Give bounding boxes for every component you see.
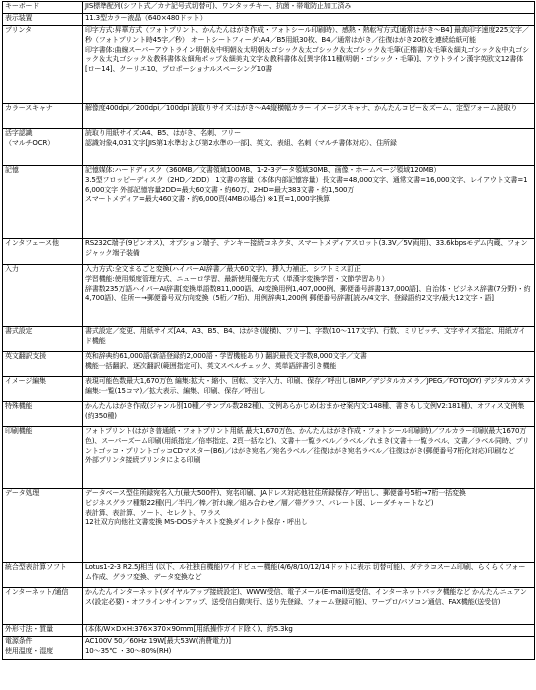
spec-value: フォトプリント(はがき普通紙・フォトプリント用紙 最大1,670万色、かんたんはがき作成・フォトシール印刷時)／フルカラー印刷(最大1670万色)、スーパーズーム印刷(用紙指定／倍率指定、2頁一括など)、文書＋一覧ラベル／ラベル／れまき(文書＋一覧ラベル、文書／ラベル同時、プリントゴッコ・プリントゴッコCDマスター(B6)／はがき宛名／宛名ラベル／往復はがき宛名ラベル／往復はがき(郵便番号7桁化対応)印刷など 外部プリンタ接続プリンタによる印刷 bbox=[83, 427, 535, 489]
spec-row bbox=[3, 265, 535, 327]
spec-table bbox=[2, 1, 535, 660]
spec-row bbox=[3, 327, 535, 352]
spec-value: データベース型住所録宛名入力(最大500件)、宛名印刷、JAドレス対応他社住所録保存／呼出し、郵便番号5桁→7桁一括変換 ビジネスグラフ種類22種(円／半円／棒／折れ線／組み合わせ／層／帯グラフ、パレート図、レーダチャートなど) 表計算、表計算、ソート、セレクト、ワラス 12社双方向他社文書変換 MS-DOSテキスト変換ダイレクト保存・呼出し bbox=[83, 489, 535, 563]
spec-label: インタフェース他 bbox=[3, 239, 83, 265]
spec-row bbox=[3, 402, 535, 427]
spec-value: Lotus1-2-3 R2.5J相当 (以下、ル社独自機能)ワイドビュー機能(4/6/8/10/12/14ドットに表示 切替可能)、ダテラコスーム印刷、らくらくフォーム作成、グラフ変換、データ変換など bbox=[83, 563, 535, 588]
spec-label: 印刷機能 bbox=[3, 427, 83, 489]
spec-row bbox=[3, 26, 535, 104]
spec-label: キーボード bbox=[3, 2, 83, 14]
spec-row bbox=[3, 427, 535, 489]
spec-label: カラースキャナ bbox=[3, 104, 83, 129]
spec-row bbox=[3, 563, 535, 588]
spec-value: 解像度400dpi／200dpi／100dpi 読取りサイズ:はがき〜A4縦横幅カラー イメージスキャナ、かんたんコピー＆ズーム、定型フォーム読取り bbox=[83, 104, 535, 129]
spec-row bbox=[3, 129, 535, 166]
spec-label: 特殊機能 bbox=[3, 402, 83, 427]
spec-label: 外形寸法・質量 bbox=[3, 625, 83, 637]
spec-row bbox=[3, 489, 535, 563]
spec-label: イメージ編集 bbox=[3, 377, 83, 402]
spec-value: JIS標準配列(シフト式／カナ記号式切替可)、ワンタッチキー、抗菌・帯電防止加工済み bbox=[83, 2, 535, 14]
spec-value: かんたんインターネット(ダイヤルアップ接続設定)、WWW受信、電子メール(E-mail)送受信、インターネットパック機能など かんたんニュアンス(設定必要)・オフラインサインアップ、送受信自動実行、送り先登録、フォーム登録可能)、ワープロ/パソコン通信、FAX機能(送受信) bbox=[83, 588, 535, 625]
spec-label: 電源条件 使用温度・湿度 bbox=[3, 637, 83, 660]
spec-value: かんたんはがき作成(ジャンル別10種／サンプル数282種)、文例あらかじめ(おまかせ案内文:148種、書きもし文例V2:181種)、オフィス文例集(約350種) bbox=[83, 402, 535, 427]
spec-row bbox=[3, 588, 535, 625]
spec-row bbox=[3, 625, 535, 637]
spec-value: 表現可能色数最大1,670万色 編集:拡大・縮小、回転、文字入力、印刷、保存／呼出し(BMP／デジタルカメラ／JPEG／FOTOJOY) デジタルカメラ編集:一覧(15コマ)／拡大表示、編集、印刷、保存／呼出し bbox=[83, 377, 535, 402]
spec-row bbox=[3, 377, 535, 402]
spec-value: RS232C端子(9ピンオス)、オプション端子、テンキー接続コネクタ、スマートメディアスロット(3.3V／5V両用)、33.6kbpsモデム内蔵、フォンジャック端子装備 bbox=[83, 239, 535, 265]
spec-label: プリンタ bbox=[3, 26, 83, 104]
spec-value: (本体/W×D×H:376×370×90mm[用紙操作ガイド除く)、約5.3kg bbox=[83, 625, 535, 637]
spec-label: 英文翻訳支援 bbox=[3, 352, 83, 377]
spec-value: 英和辞典約61,000語(新語登録約2,000語・学習機能あり) 翻訳最長文字数8,000文字／文書 機能一括翻訳、逐次翻訳(範囲指定可)、英文スペルチェック、英単語辞書引き機能 bbox=[83, 352, 535, 377]
spec-value: 読取り用紙サイズ:A4、B5、はがき、名刺、フリー 認識対象4,031文字[JIS第1水準および第2水準の一部]、英文、表組、名刺（マルチ書体対応）、住所録 bbox=[83, 129, 535, 166]
spec-label: データ処理 bbox=[3, 489, 83, 563]
spec-value: 記憶媒体:ハードディスク（360MB／文書領域100MB、1-2-3データ領域30MB、画像・ホームページ領域120MB） 3.5型フロッピーディスク（2HD／2DD） 1文書の容量（本体内部記憶容量）長文書=48,000文字、通常文書=16,000文字、レイアウト文書=16,000文字 外部記憶容量2DD=最大60文書・約60万、2HD=最大383文書・約1,500万 スマートメディア=最大460文書・約6,000頁(4MBの場合) ※1頁=1,000字換算 bbox=[83, 166, 535, 239]
spec-label: 記憶 bbox=[3, 166, 83, 239]
spec-label: インターネット/通信 bbox=[3, 588, 83, 625]
spec-body bbox=[3, 2, 535, 660]
spec-row bbox=[3, 352, 535, 377]
spec-row bbox=[3, 166, 535, 239]
spec-value: AC100V 50／60Hz 19W[最大53W(消費電力)] 10〜35℃ ・30〜80%(RH) bbox=[83, 637, 535, 660]
spec-value: 印字方式:昇華方式（フォトプリント、かんたんはがき作成・フォトシール印刷時）、感熱・熱転写方式[通常はがき〜B4] 最高印字速度225文字／秒（フォトプリント時45字／秒） オートシートフィーダ:A4／B5用紙30枚、B4／通常はがき／往復はがき20枚を連続給紙可能 印字書体:曲線スーパーアウトライン明朝＆中明朝＆太明朝＆ゴシック＆太ゴシック＆太ゴシック＆毛筆(正楷書)＆毛筆＆細丸ゴシック＆中丸ゴシック＆太丸ゴシック＆教科書体＆細角ポップ＆細美丸文字＆教科書体＆[異字体11種(明朝・ゴシック・毛筆)]、アウトライン漢字英欧文12書体[ロー14]、クーリエ10、プロポーショナルスペーシング10書 bbox=[83, 26, 535, 104]
spec-row bbox=[3, 104, 535, 129]
spec-label: 表示装置 bbox=[3, 14, 83, 26]
spec-label: 活字認識 （マルチOCR） bbox=[3, 129, 83, 166]
spec-value: 書式設定／変更、用紙サイズ[A4、A3、B5、B4、はがき(縦横)、フリー]、字数(10〜117文字)、行数、ミリピッチ、文字サイズ指定、用紙ガイド機能 bbox=[83, 327, 535, 352]
spec-value: 11.3型カラー液晶（640×480ドット） bbox=[83, 14, 535, 26]
spec-label: 入力 bbox=[3, 265, 83, 327]
spec-label: 統合型表計算ソフト bbox=[3, 563, 83, 588]
spec-row bbox=[3, 2, 535, 14]
spec-value: 入力方式:全文まるごと変換(ハイパーAI辞書／最大60文字)、挿入力補正、シフトミス訂正 学習機能:使用頻度管理方式、ニューロ学習、最新使用優先方式（単漢字変換学習・文節学習あり） 辞書数235万語ハイパーAI辞書[変換単語数811,000語、AI変換用例1,407,000例、郵便番号辞書137,000語]、自治体・ビジネス辞書(7分野)・約4,700語)、住所ー→郵便番号双方向変換（5桁／7桁)、用例辞典1,200例 郵便番号辞書[読み/4文字、登録語約2文字/最大12文字・語] bbox=[83, 265, 535, 327]
spec-row bbox=[3, 637, 535, 660]
spec-row bbox=[3, 239, 535, 265]
spec-label: 書式設定 bbox=[3, 327, 83, 352]
spec-row bbox=[3, 14, 535, 26]
